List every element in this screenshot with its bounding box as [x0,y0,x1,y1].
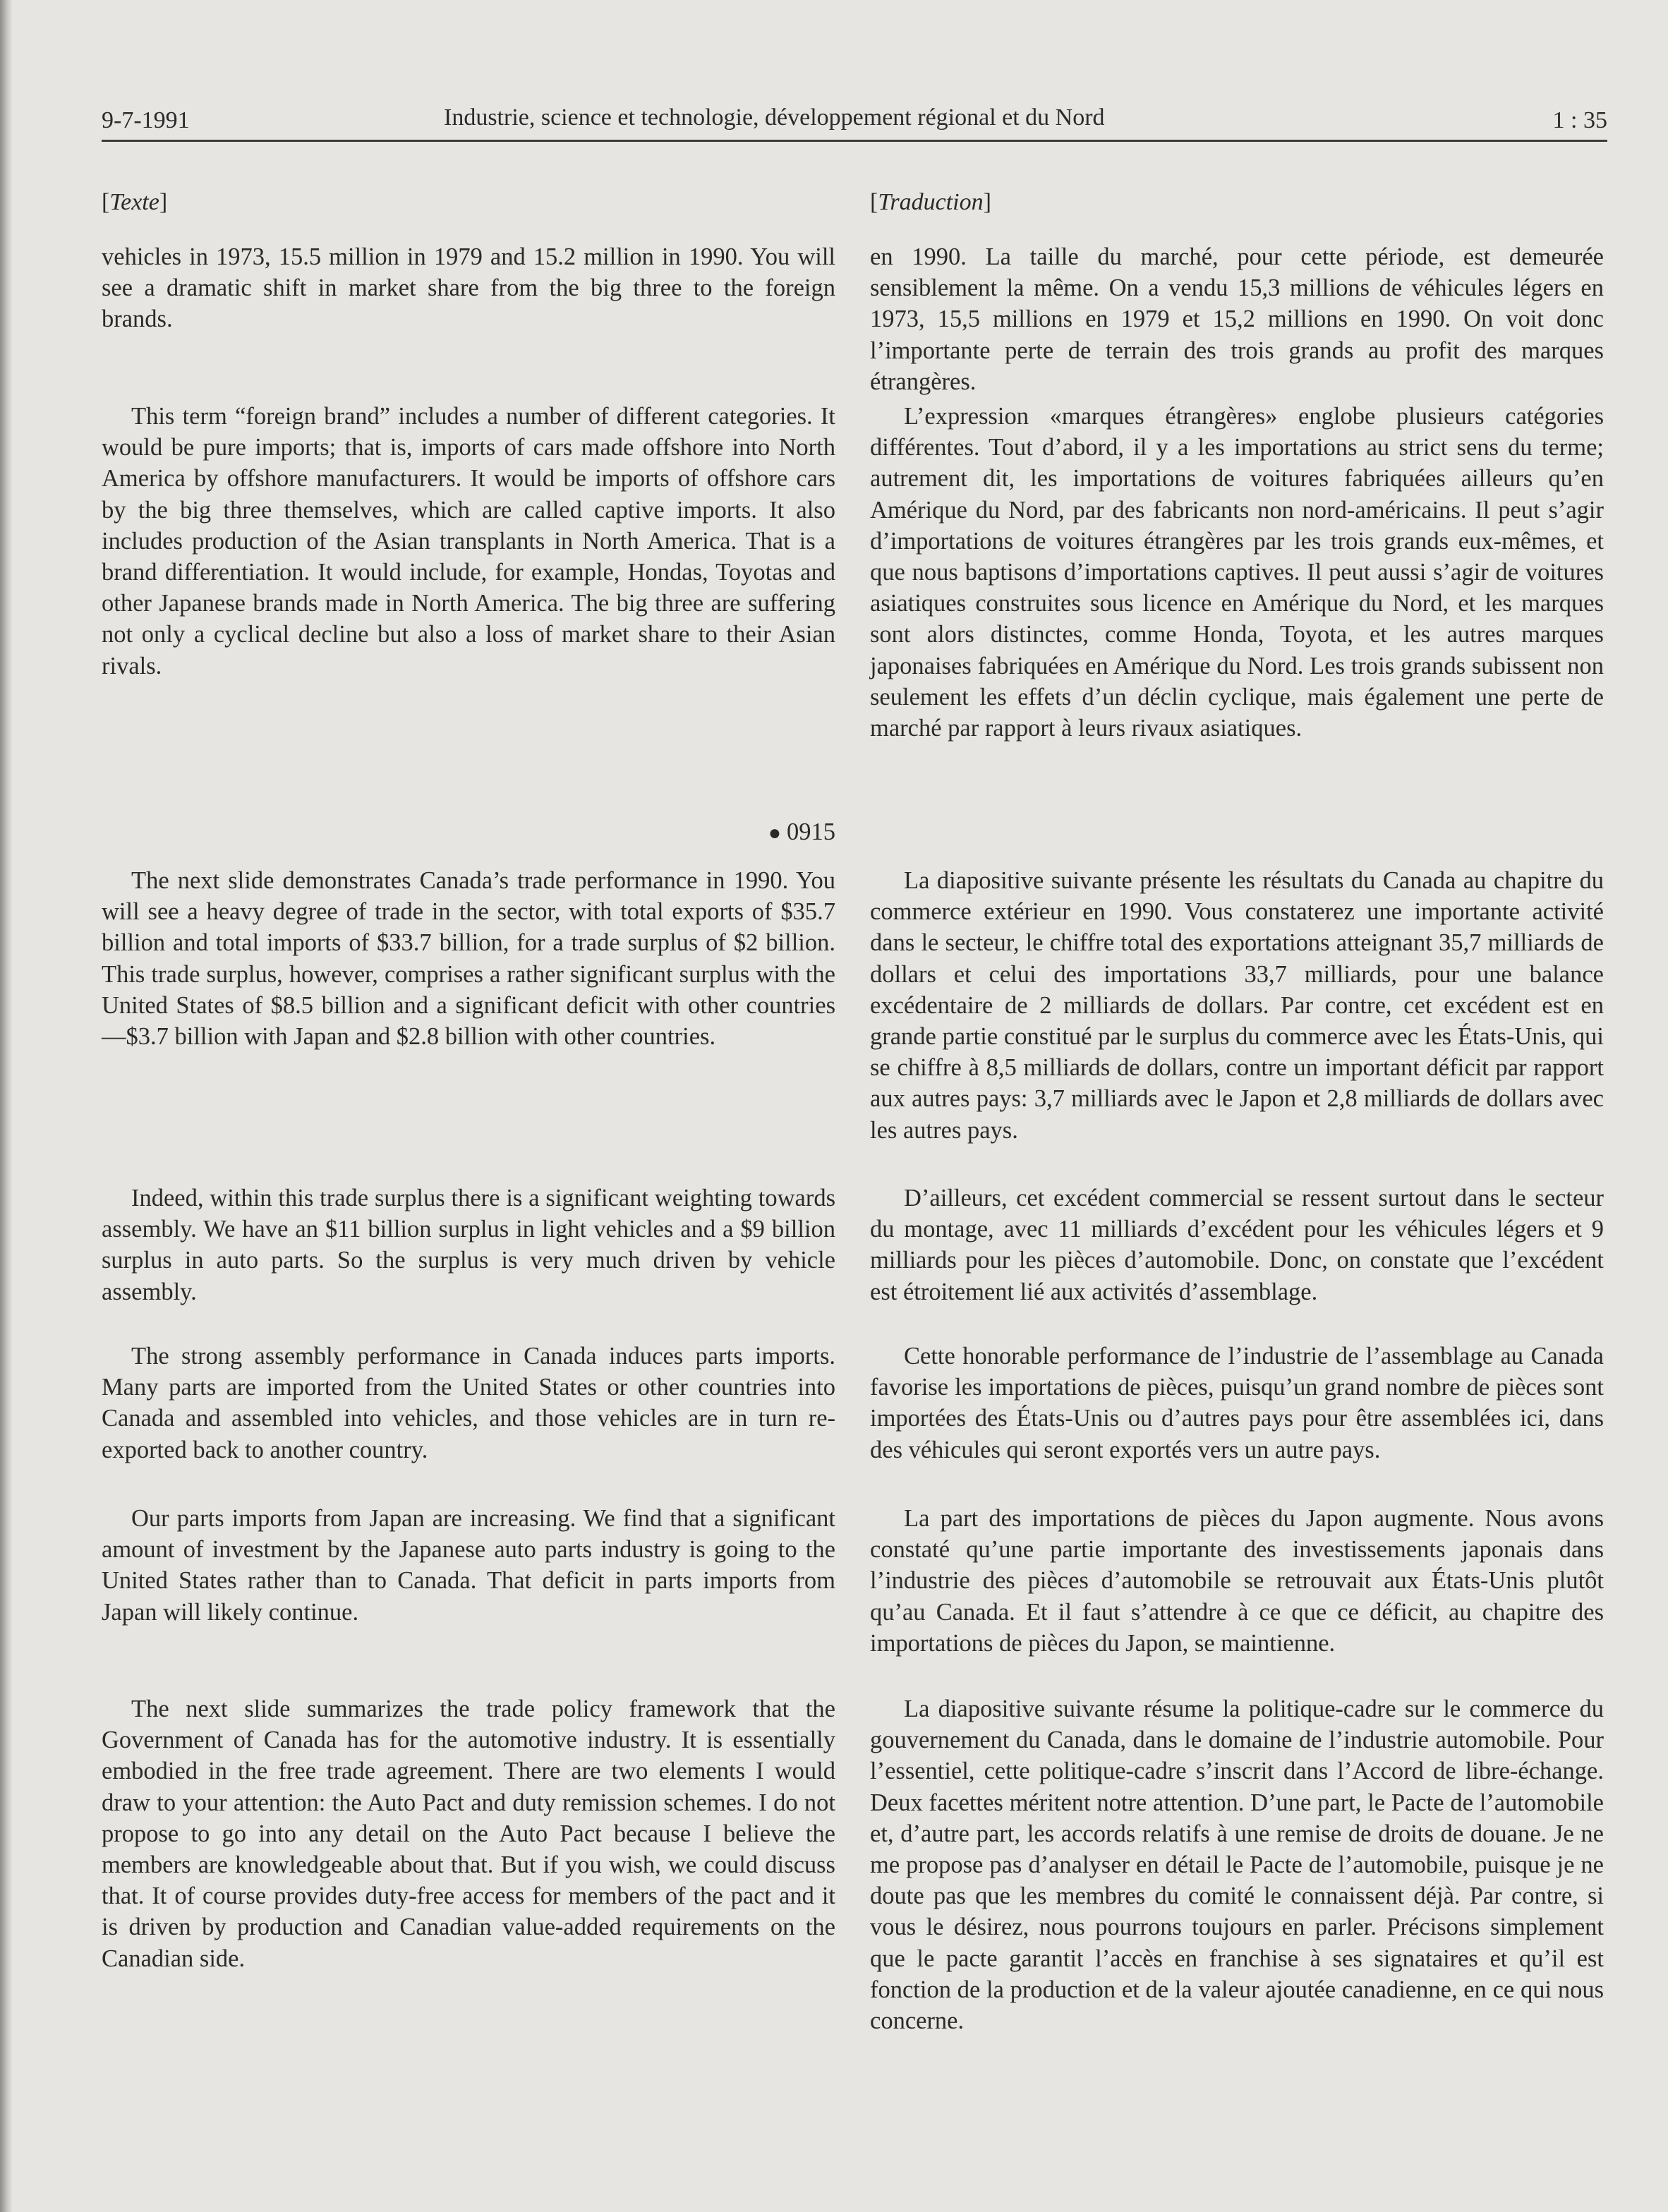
scan-edge-shadow [0,0,13,2212]
right-paragraph-2-block [870,401,1604,744]
left-column-label: [Texte] [102,189,168,215]
left-paragraph-3: The next slide demonstrates Canada’s trade performance in 1990. You will see a heavy degree of trade in the sector, with total exports of $35.7 billion and total imports of $33.7 billion, for a trade surplus of $2 billion. This trade surplus, however, comprises a rather significant surplus with the United States of $8.5 billion and a significant deficit with other countries—$3.7 billion with Japan and $2.8 billion with other countries. [102,867,835,1051]
right-paragraph-7: La diapositive suivante résume la politique-cadre sur le commerce du gouvernement du Canada, dans le domaine de l’industrie automobile. Pour l’essentiel, cette politique-cadre s’inscrit dans l’Accord de libre-échange. Deux facettes méritent notre attention. D’une part, le Pacte de l’automobile et, d’autre part, les accords relatifs à une remise de droits de douane. Je ne me propose pas d’analyser en détail le Pacte de l’automobile, puisque je ne doute pas que les membres du comité le connaissent déjà. Par contre, si vous le désirez, nous pourrons toujours en parler. Précisons simplement que le pacte garantit l’accès en franchise à ses signataires et qu’il est fonction de la production et de la valeur ajoutée canadienne, en ce qui nous concerne. [870,1696,1604,2035]
right-paragraph-5: Cette honorable performance de l’industrie de l’assemblage au Canada favorise les importations de pièces, puisqu’un grand nombre de pièces sont importées des États-Unis ou d’autres pays pour être assemblées ici, dans des véhicules qui seront exportés vers un autre pays. [870,1343,1604,1463]
page-header [102,97,1607,142]
left-paragraph-7: The next slide summarizes the trade policy framework that the Government of Canada has for the automotive industry. It is essentially embodied in the free trade agreement. There are two elements I would draw to your attention: the Auto Pact and duty remission schemes. I do not propose to go into any detail on the Auto Pact because I believe the members are knowledgeable about that. But if you wish, we could discuss that. It of course provides duty-free access for members of the pact and it is driven by production and Canadian value-added requirements on the Canadian side. [102,1696,835,1972]
left-paragraph-4-block [102,1183,835,1307]
right-paragraph-1: en 1990. La taille du marché, pour cette période, est demeurée sensiblement la même. On a vendu 15,3 millions de véhicules légers en 1973, 15,5 millions en 1979 et 15,2 millions en 1990. On voit donc l’importante perte de terrain des trois grands au profit des marques étrangères. [870,243,1604,395]
left-paragraph-5-block [102,1341,835,1465]
right-column-label: [Traduction] [870,189,991,215]
right-paragraph-6-block [870,1503,1604,1659]
left-paragraph-3-block [102,865,835,1052]
header-title: Industrie, science et technologie, développement régional et du Nord [444,104,1105,131]
left-paragraph-7-block [102,1693,835,1974]
right-paragraph-4-block [870,1183,1604,1307]
left-paragraph-5: The strong assembly performance in Canada induces parts imports. Many parts are imported from the United States or other countries into Canada and assembled into vehicles, and those vehicles are in turn re-exported back to another country. [102,1343,835,1463]
left-paragraph-2: This term “foreign brand” includes a number of different categories. It would be pure imports; that is, imports of cars made offshore into North America by offshore manufacturers. It would be imports of offshore cars by the big three themselves, which are called captive imports. It also includes production of the Asian transplants in North America. That is a brand differentiation. It would include, for example, Hondas, Toyotas and other Japanese brands made in North America. The big three are suffering not only a cyclical decline but also a loss of market share to their Asian rivals. [102,403,835,679]
right-paragraph-1-block [870,241,1604,397]
bullet-icon: ● [768,821,781,845]
time-marker [102,818,835,846]
time-marker-text: 0915 [787,818,835,845]
left-label-text: Texte [109,189,159,215]
header-date: 9-7-1991 [102,107,190,133]
left-paragraph-4: Indeed, within this trade surplus there is a significant weighting towards assembly. We have an $11 billion surplus in light vehicles and a $9 billion surplus in auto parts. So the surplus is very much driven by vehicle assembly. [102,1185,835,1305]
right-paragraph-7-block [870,1693,1604,2036]
left-paragraph-6-block [102,1503,835,1628]
left-paragraph-1: vehicles in 1973, 15.5 million in 1979 and 15.2 million in 1990. You will see a dramatic shift in market share from the big three to the foreign brands. [102,243,835,333]
right-paragraph-2: L’expression «marques étrangères» englobe plusieurs catégories différentes. Tout d’abord, il y a les importations au strict sens du terme; autrement dit, les importations de voitures fabriquées ailleurs qu’en Amérique du Nord, par des fabricants non nord-américains. Il peut s’agir d’importations de voitures étrangères par les trois grands eux-mêmes, et que nous baptisons d’importations captives. Il peut aussi s’agir de voitures asiatiques construites sous licence en Amérique du Nord, et les marques sont alors distinctes, comme Honda, Toyota, et les autres marques japonaises fabriquées en Amérique du Nord. Les trois grands subissent non seulement les effets d’un déclin cyclique, mais également une perte de marché par rapport à leurs rivaux asiatiques. [870,403,1604,742]
left-paragraph-1-block [102,241,835,335]
header-page-number: 1 : 35 [1552,107,1607,133]
left-paragraph-2-block [102,401,835,682]
right-paragraph-5-block [870,1341,1604,1465]
right-label-text: Traduction [878,189,984,215]
right-paragraph-3: La diapositive suivante présente les résultats du Canada au chapitre du commerce extérieur en 1990. Vous constaterez une importante activité dans le secteur, le chiffre total des exportations atteignant 35,7 milliards de dollars et celui des importations 33,7 milliards, pour une balance excédentaire de 2 milliards de dollars. Par contre, cet excédent est en grande partie constitué par le surplus du commerce avec les États-Unis, qui se chiffre à 8,5 milliards de dollars, contre un important déficit par rapport aux autres pays: 3,7 milliards avec le Japon et 2,8 milliards de dollars avec les autres pays. [870,867,1604,1144]
right-paragraph-3-block [870,865,1604,1146]
right-paragraph-6: La part des importations de pièces du Japon augmente. Nous avons constaté qu’une partie importante des investissements japonais dans l’industrie des pièces d’automobile se retrouvait aux États-Unis plutôt qu’au Canada. Et il faut s’attendre à ce que ce déficit, au chapitre des importations de pièces du Japon, se maintienne. [870,1505,1604,1657]
right-paragraph-4: D’ailleurs, cet excédent commercial se ressent surtout dans le secteur du montage, avec 11 milliards d’excédent pour les véhicules légers et 9 milliards pour les pièces d’automobile. Donc, on constate que l’excédent est étroitement lié aux activités d’assemblage. [870,1185,1604,1305]
left-paragraph-6: Our parts imports from Japan are increasing. We find that a significant amount of investment by the Japanese auto parts industry is going to the United States rather than to Canada. That deficit in parts imports from Japan will likely continue. [102,1505,835,1626]
